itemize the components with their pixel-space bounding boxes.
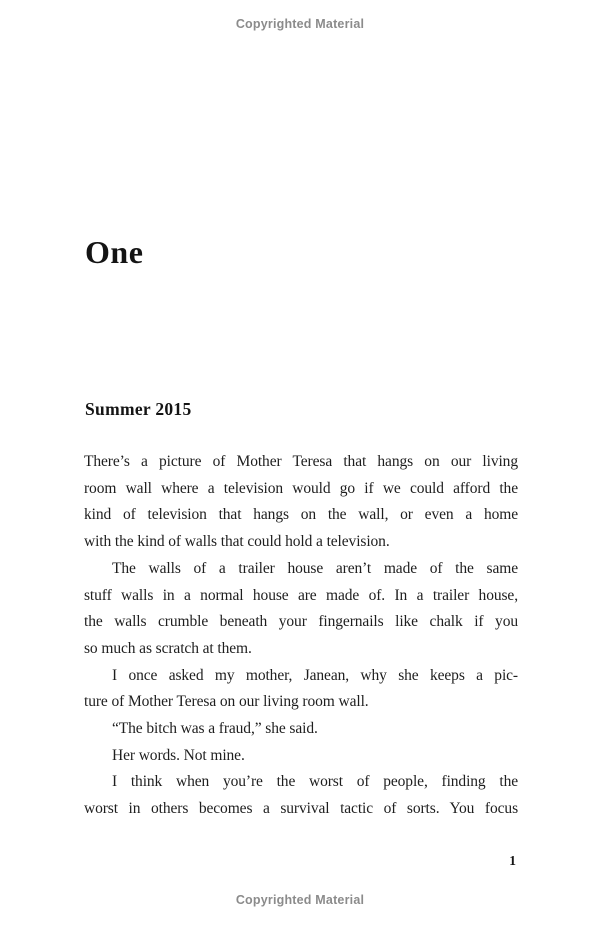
body-text-line: The walls of a trailer house aren’t made of the same	[112, 559, 518, 577]
body-text-line: room wall where a television would go if we could afford the	[84, 479, 518, 497]
body-text-line: stuff walls in a normal house are made of. In a trailer house,	[84, 586, 518, 604]
body-text-line: with the kind of walls that could hold a television.	[84, 533, 390, 551]
body-text-line: There’s a picture of Mother Teresa that hangs on our living	[84, 453, 518, 470]
copyright-notice-bottom: Copyrighted Material	[235, 893, 365, 907]
body-text-line: Her words. Not mine.	[112, 746, 245, 764]
body-text-line: I think when you’re the worst of people, finding the	[112, 773, 518, 791]
body-text-line: the walls crumble beneath your fingernails like chalk if you	[84, 613, 518, 631]
body-text-block	[84, 449, 518, 823]
body-text-line: worst in others becomes a survival tactic of sorts. You focus	[84, 800, 518, 818]
section-heading: Summer 2015	[85, 399, 192, 419]
body-text-line: ture of Mother Teresa on our living room wall.	[84, 693, 369, 711]
body-text-line: “The bitch was a fraud,” she said.	[112, 720, 318, 738]
copyright-notice-top: Copyrighted Material	[235, 17, 365, 31]
page-number: 1	[509, 853, 516, 868]
body-text-line: kind of television that hangs on the wall, or even a home	[84, 506, 518, 524]
body-text-line: so much as scratch at them.	[84, 639, 252, 657]
chapter-title: One	[85, 234, 144, 270]
body-text-line: I once asked my mother, Janean, why she keeps a pic-	[112, 666, 518, 684]
